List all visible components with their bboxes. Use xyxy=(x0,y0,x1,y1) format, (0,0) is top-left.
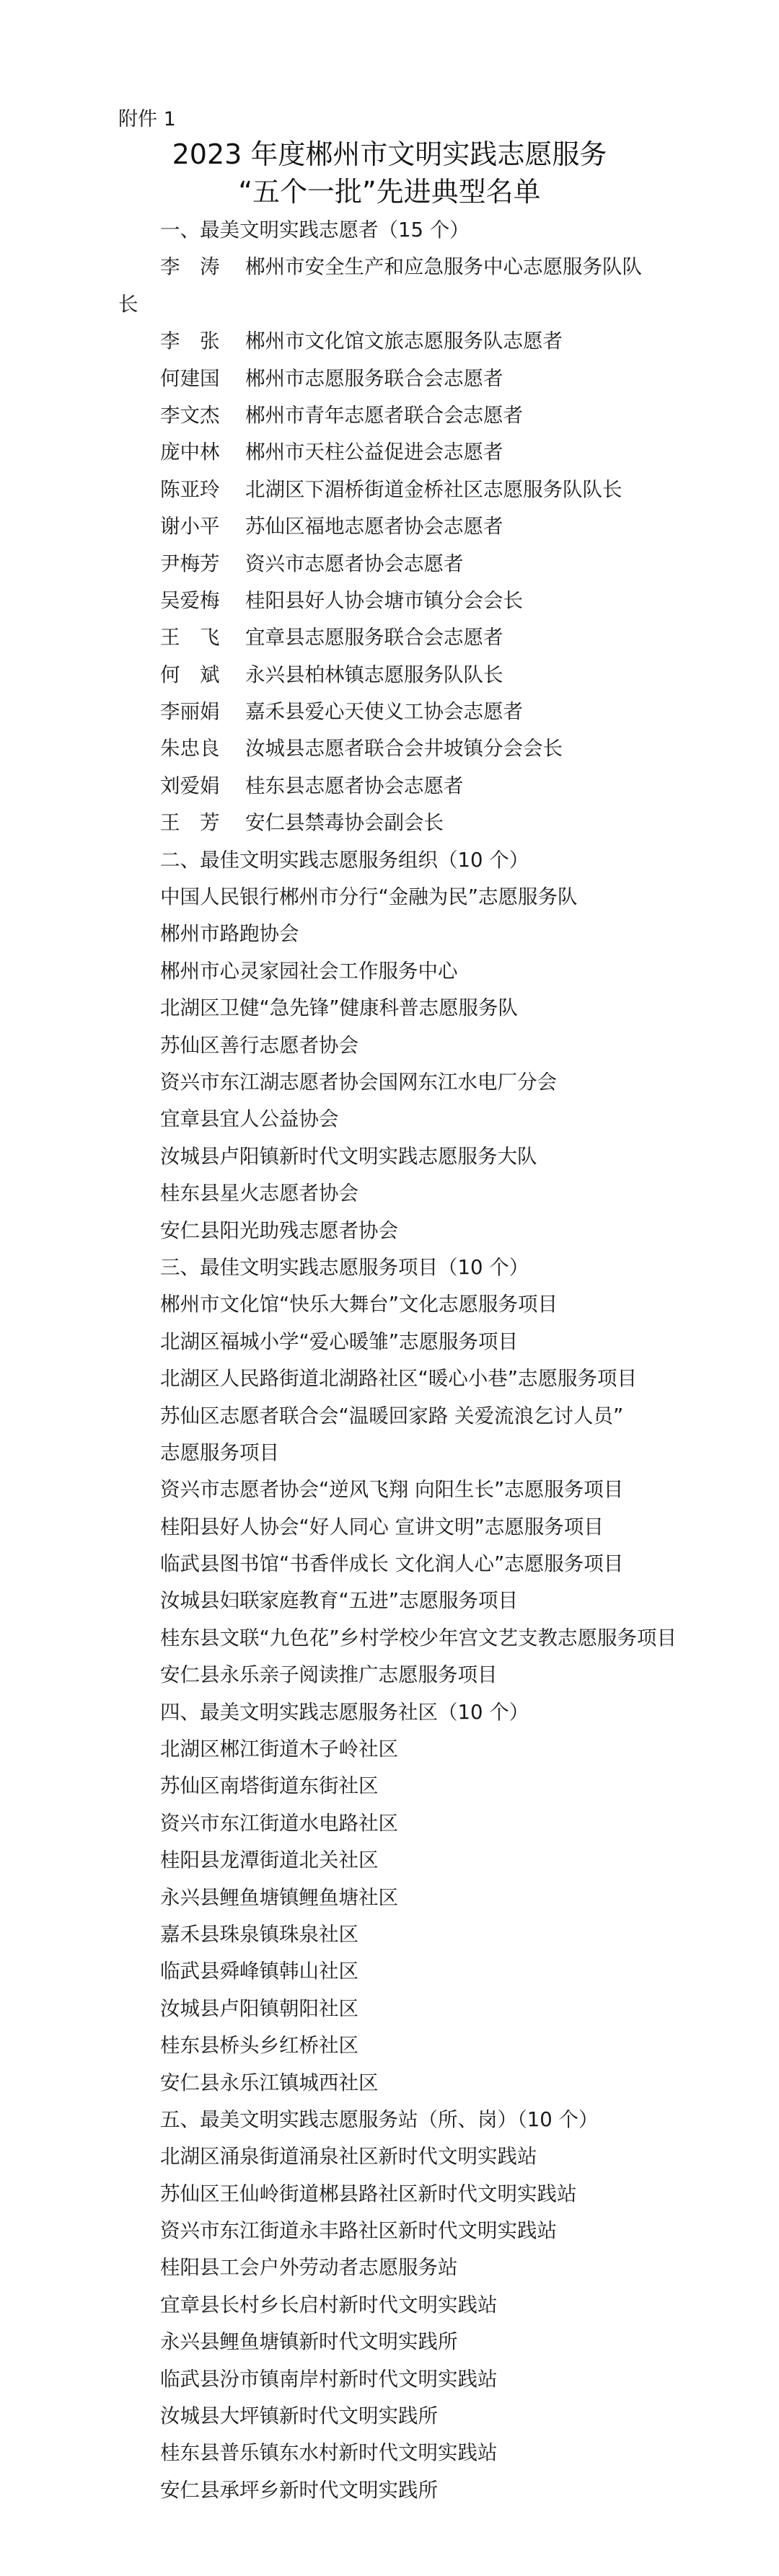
document-title-line-2: “五个一批”先进典型名单 xyxy=(238,176,541,208)
person-name: 何建国 xyxy=(160,366,220,390)
list-item: 桂东县普乐镇东水村新时代文明实践站 xyxy=(160,2441,498,2465)
list-item: 永兴县鲤鱼塘镇新时代文明实践所 xyxy=(160,2330,458,2354)
list-item: 北湖区卫健“急先锋”健康科普志愿服务队 xyxy=(160,996,518,1020)
list-item xyxy=(0,768,779,805)
list-item: 永兴县鲤鱼塘镇鲤鱼塘社区 xyxy=(160,1885,398,1909)
list-item: 志愿服务项目 xyxy=(160,1440,279,1464)
list-item xyxy=(0,360,779,397)
list-item xyxy=(0,619,779,656)
list-item: 北湖区福城小学“爱心暖雏”志愿服务项目 xyxy=(160,1329,518,1353)
list-item: 宜章县宜人公益协会 xyxy=(160,1107,339,1131)
person-desc: 安仁县禁毒协会副会长 xyxy=(245,811,444,835)
section-heading: 五、最美文明实践志愿服务站（所、岗）（10 个） xyxy=(160,2107,599,2131)
list-item: 郴州市文化馆“快乐大舞台”文化志愿服务项目 xyxy=(160,1293,558,1316)
person-desc: 永兴县柏林镇志愿服务队队长 xyxy=(245,663,503,686)
attachment-label: 附件 1 xyxy=(118,108,176,130)
list-item: 苏仙区善行志愿者协会 xyxy=(160,1033,358,1057)
list-item: 资兴市志愿者协会“逆风飞翔 向阳生长”志愿服务项目 xyxy=(160,1478,624,1502)
person-name: 谢小平 xyxy=(160,515,220,539)
list-item xyxy=(0,397,779,434)
person-name: 刘爱娟 xyxy=(160,774,220,797)
section-heading: 四、最美文明实践志愿服务社区（10 个） xyxy=(160,1700,529,1724)
list-item: 资兴市东江街道永丰路社区新时代文明实践站 xyxy=(160,2219,557,2243)
list-item xyxy=(0,583,779,619)
list-item: 安仁县永乐亲子阅读推广志愿服务项目 xyxy=(160,1663,498,1687)
person-name: 尹梅芳 xyxy=(160,552,220,575)
list-item: 宜章县长村乡长启村新时代文明实践站 xyxy=(160,2293,498,2316)
person-name: 李 涛 xyxy=(160,255,220,279)
person-name: 王 芳 xyxy=(160,811,220,835)
person-desc: 郴州市安全生产和应急服务中心志愿服务队队 xyxy=(245,255,642,279)
document-title-line-1: 2023 年度郴州市文明实践志愿服务 xyxy=(172,138,607,170)
person-name: 李丽娟 xyxy=(160,700,220,724)
list-item: 临武县图书馆“书香伴成长 文化润人心”志愿服务项目 xyxy=(160,1552,624,1576)
list-item: 北湖区涌泉街道涌泉社区新时代文明实践站 xyxy=(160,2145,537,2169)
list-item: 桂阳县好人协会“好人同心 宣讲文明”志愿服务项目 xyxy=(160,1515,604,1539)
list-item xyxy=(0,694,779,730)
list-item xyxy=(0,434,779,471)
document-body xyxy=(0,212,779,2509)
section-heading: 二、最佳文明实践志愿服务组织（10 个） xyxy=(160,848,529,872)
person-desc: 汝城县志愿者联合会井坡镇分会会长 xyxy=(245,737,563,761)
list-item: 临武县舜峰镇韩山社区 xyxy=(160,1960,358,1983)
section-heading: 三、最佳文明实践志愿服务项目（10 个） xyxy=(160,1255,529,1279)
list-item xyxy=(0,472,779,508)
person-name: 朱忠良 xyxy=(160,737,220,761)
person-name: 庞中林 xyxy=(160,441,220,464)
list-item: 汝城县妇联家庭教育“五进”志愿服务项目 xyxy=(160,1589,518,1613)
list-item: 汝城县大坪镇新时代文明实践所 xyxy=(160,2404,438,2428)
person-desc: 资兴市志愿者协会志愿者 xyxy=(245,552,464,575)
list-item: 桂东县桥头乡红桥社区 xyxy=(160,2034,358,2058)
list-item: 苏仙区志愿者联合会“温暖回家路 关爱流浪乞讨人员” xyxy=(160,1404,624,1428)
person-name: 吴爱梅 xyxy=(160,588,220,612)
list-item: 苏仙区南塔街道东街社区 xyxy=(160,1774,379,1798)
person-name: 李文杰 xyxy=(160,403,220,427)
person-desc: 郴州市志愿服务联合会志愿者 xyxy=(245,366,503,390)
list-item xyxy=(0,249,779,286)
person-desc: 郴州市青年志愿者联合会志愿者 xyxy=(245,403,523,427)
list-item: 安仁县承坪乡新时代文明实践所 xyxy=(160,2478,438,2502)
list-item: 中国人民银行郴州市分行“金融为民”志愿服务队 xyxy=(160,885,578,909)
person-name: 何 斌 xyxy=(160,663,220,686)
list-item: 桂东县文联“九色花”乡村学校少年宫文艺支教志愿服务项目 xyxy=(160,1626,677,1650)
list-item: 汝城县卢阳镇朝阳社区 xyxy=(160,1996,358,2020)
list-item: 安仁县阳光助残志愿者协会 xyxy=(160,1218,398,1242)
list-item: 临武县汾市镇南岸村新时代文明实践站 xyxy=(160,2367,498,2391)
list-item: 资兴市东江街道水电路社区 xyxy=(160,1811,398,1835)
person-desc: 郴州市文化馆文旅志愿服务队志愿者 xyxy=(245,329,563,353)
section-heading: 一、最美文明实践志愿者（15 个） xyxy=(160,218,470,242)
person-desc: 嘉禾县爱心天使义工协会志愿者 xyxy=(245,700,523,724)
list-item xyxy=(0,323,779,360)
list-item: 桂阳县工会户外劳动者志愿服务站 xyxy=(160,2256,458,2280)
list-item xyxy=(0,730,779,767)
list-item: 汝城县卢阳镇新时代文明实践志愿服务大队 xyxy=(160,1144,537,1168)
person-desc: 郴州市天柱公益促进会志愿者 xyxy=(245,441,503,464)
person-desc: 桂东县志愿者协会志愿者 xyxy=(245,774,464,797)
list-item: 北湖区人民路街道北湖路社区“暖心小巷”志愿服务项目 xyxy=(160,1367,637,1391)
list-item xyxy=(0,805,779,841)
list-item: 嘉禾县珠泉镇珠泉社区 xyxy=(160,1922,358,1946)
list-item: 郴州市路跑协会 xyxy=(160,922,299,946)
list-item: 苏仙区王仙岭街道郴县路社区新时代文明实践站 xyxy=(160,2182,577,2205)
person-desc: 北湖区下湄桥街道金桥社区志愿服务队队长 xyxy=(245,477,622,501)
person-desc: 桂阳县好人协会塘市镇分会会长 xyxy=(245,588,523,612)
list-item xyxy=(0,657,779,694)
person-name: 王 飞 xyxy=(160,626,220,650)
list-item: 郴州市心灵家园社会工作服务中心 xyxy=(160,959,458,983)
list-item xyxy=(0,508,779,545)
person-desc: 苏仙区福地志愿者协会志愿者 xyxy=(245,515,503,539)
list-item: 北湖区郴江街道木子岭社区 xyxy=(160,1738,398,1761)
person-desc: 宜章县志愿服务联合会志愿者 xyxy=(245,626,503,650)
list-item: 资兴市东江湖志愿者协会国网东江水电厂分会 xyxy=(160,1070,557,1094)
person-name: 陈亚玲 xyxy=(160,477,220,501)
list-item: 安仁县永乐江镇城西社区 xyxy=(160,2071,379,2094)
list-item: 桂东县星火志愿者协会 xyxy=(160,1182,358,1205)
person-desc-continued: 长 xyxy=(118,292,138,316)
list-item xyxy=(0,546,779,583)
person-name: 李 张 xyxy=(160,329,220,353)
list-item: 桂阳县龙潭街道北关社区 xyxy=(160,1849,379,1872)
